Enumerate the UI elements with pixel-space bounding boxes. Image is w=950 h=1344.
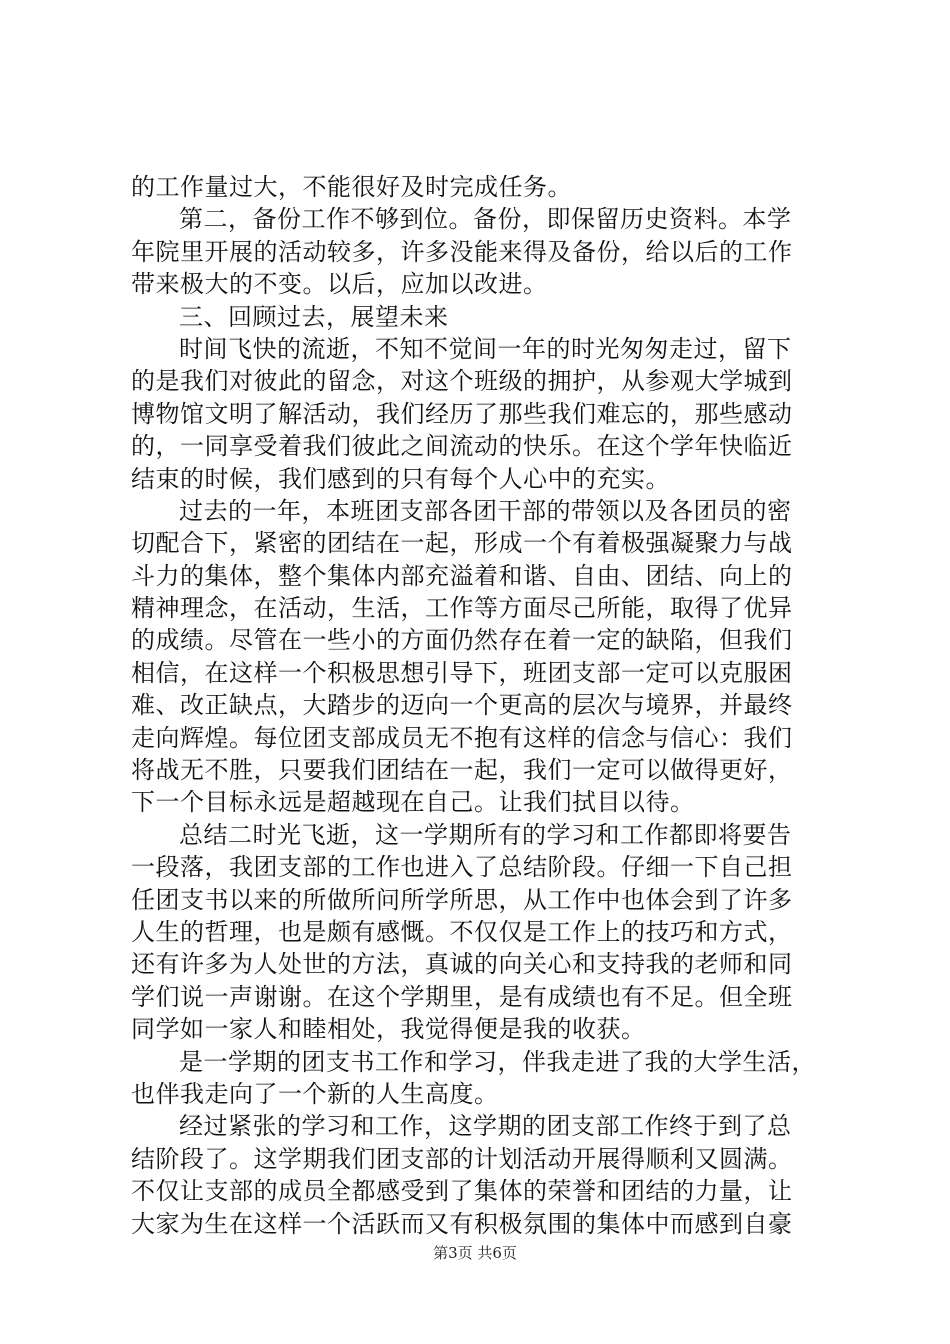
text-line: 也伴我走向了一个新的人生高度。 [131, 1079, 499, 1108]
text-line: 一段落，我团支部的工作也进入了总结阶段。仔细一下自己担 [131, 853, 793, 882]
text-line: 人生的哲理，也是颇有感慨。不仅仅是工作上的技巧和方式， [131, 917, 793, 946]
text-line: 经过紧张的学习和工作，这学期的团支部工作终于到了总 [179, 1112, 792, 1141]
text-line: 的成绩。尽管在一些小的方面仍然存在着一定的缺陷，但我们 [131, 626, 793, 655]
text-line: 还有许多为人处世的方法，真诚的向关心和支持我的老师和同 [131, 950, 793, 979]
text-line: 的是我们对彼此的留念，对这个班级的拥护，从参观大学城到 [131, 367, 793, 396]
text-line: 过去的一年，本班团支部各团干部的带领以及各团员的密 [179, 496, 792, 525]
text-line: 下一个目标永远是超越现在自己。让我们拭目以待。 [131, 788, 695, 817]
text-line: 第二，备份工作不够到位。备份，即保留历史资料。本学 [179, 205, 792, 234]
text-line: 总结二时光飞逝，这一学期所有的学习和工作都即将要告 [179, 820, 792, 849]
text-line: 三、回顾过去，展望未来 [179, 302, 449, 331]
text-line: 的工作量过大，不能很好及时完成任务。 [131, 173, 572, 201]
page-footer: 第3页 共6页 [433, 1244, 517, 1262]
text-line: 难、改正缺点，大踏步的迈向一个更高的层次与境界，并最终 [131, 691, 793, 720]
text-line: 的，一同享受着我们彼此之间流动的快乐。在这个学年快临近 [131, 432, 793, 461]
text-line: 年院里开展的活动较多，许多没能来得及备份，给以后的工作 [131, 237, 793, 266]
text-line: 走向辉煌。每位团支部成员无不抱有这样的信念与信心：我们 [131, 723, 793, 752]
text-line: 时间飞快的流逝，不知不觉间一年的时光匆匆走过，留下 [179, 334, 792, 363]
text-line: 是一学期的团支书工作和学习，伴我走进了我的大学生活， [179, 1047, 816, 1076]
body-text [131, 171, 831, 1240]
text-line: 结阶段了。这学期我们团支部的计划活动开展得顺利又圆满。 [131, 1144, 793, 1173]
text-line: 博物馆文明了解活动，我们经历了那些我们难忘的，那些感动 [131, 399, 793, 428]
text-line: 同学如一家人和睦相处，我觉得便是我的收获。 [131, 1015, 646, 1044]
text-line: 相信，在这样一个积极思想引导下，班团支部一定可以克服困 [131, 658, 793, 687]
text-line: 结束的时候，我们感到的只有每个人心中的充实。 [131, 464, 670, 493]
text-line: 不仅让支部的成员全都感受到了集体的荣誉和团结的力量，让 [131, 1177, 793, 1206]
text-line: 将战无不胜，只要我们团结在一起，我们一定可以做得更好， [131, 756, 793, 785]
text-line: 大家为生在这样一个活跃而又有积极氛围的集体中而感到自豪 [131, 1209, 793, 1238]
text-line: 带来极大的不变。以后，应加以改进。 [131, 270, 548, 299]
text-line: 斗力的集体，整个集体内部充溢着和谐、自由、团结、向上的 [131, 561, 793, 590]
text-line: 切配合下，紧密的团结在一起，形成一个有着极强凝聚力与战 [131, 529, 793, 558]
text-line: 精神理念，在活动，生活，工作等方面尽己所能，取得了优异 [131, 594, 793, 623]
text-line: 任团支书以来的所做所问所学所思，从工作中也体会到了许多 [131, 885, 793, 914]
text-line: 学们说一声谢谢。在这个学期里，是有成绩也有不足。但全班 [131, 982, 793, 1011]
